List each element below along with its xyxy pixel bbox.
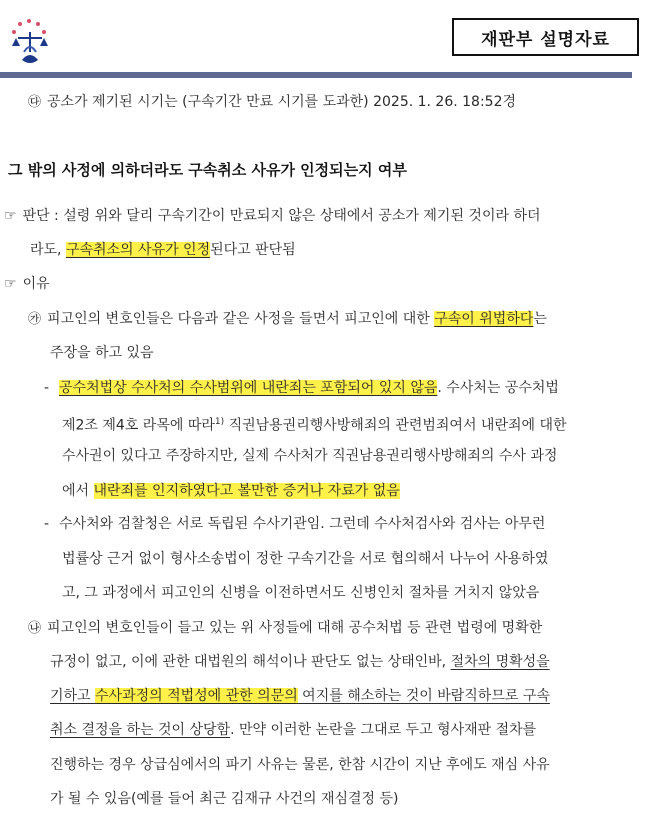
- text-span: . 수사처는 공수처법: [437, 380, 559, 396]
- text-span: 라도,: [30, 242, 66, 258]
- text-span: 수사처와 검찰청은 서로 독립된 수사기관임. 그런데 수사처검사와 검사는 아무런: [59, 516, 546, 532]
- text-span: 는: [533, 311, 547, 327]
- reason-label: [4, 274, 50, 294]
- text-span: . 만약 이러한 논란을 그대로 두고 형사재판 절차를: [230, 722, 537, 738]
- bullet2-line-2: 법률상 근거 없이 형사소송법이 정한 구속기간을 서로 협의해서 나누어 사용하였: [62, 551, 549, 567]
- item-na-line-6: 가 될 수 있음(예를 들어 최근 김재규 사건의 재심결정 등): [50, 791, 399, 807]
- item-na-line-2: [50, 652, 550, 672]
- text-span: 에서: [62, 483, 94, 499]
- reason-text: 이유: [22, 276, 50, 292]
- item-na-line-3: [50, 686, 550, 706]
- bullet-dash: -: [44, 516, 50, 532]
- bullet2-line-1: [44, 514, 545, 534]
- highlight-span: 구속취소의 사유가 인정: [65, 242, 211, 258]
- document-header: [0, 0, 658, 80]
- footnote-ref: 1): [214, 417, 225, 427]
- item-da: [28, 92, 516, 113]
- judgment-line-2: [30, 240, 296, 260]
- item-marker: ㉯: [28, 621, 42, 636]
- judgment-text: 판단 : 설령 위와 달리 구속기간이 만료되지 않은 상태에서 공소가 제기된 것이라 하더: [22, 208, 541, 224]
- underlined-span: 취소 결정을 하는 것이 상당함: [50, 722, 231, 738]
- text-span: 직권남용권리행사방해죄의 관련범죄여서 내란죄에 대한: [224, 417, 567, 434]
- judgment-line-1: [4, 206, 541, 226]
- section-heading: 그 밖의 사정에 의하더라도 구속취소 사유가 인정되는지 여부: [8, 161, 407, 179]
- underlined-span: 기하고: [50, 688, 96, 704]
- item-na-line-1: [28, 618, 542, 639]
- item-ga-line-1: [28, 309, 547, 330]
- bullet2-line-3: 고, 그 과정에서 피고인의 신병을 이전하면서도 신병인치 절차를 거치지 않았음: [62, 585, 540, 601]
- text-span: 규정이 없고, 이에 관한 대법원의 해석이나 판단도 없는 상태인바,: [50, 654, 451, 670]
- bullet1-line-3: 수사권이 있다고 주장하지만, 실제 수사처가 직권남용권리행사방해죄의 수사 과정: [62, 448, 558, 464]
- item-ga-line-2: 주장을 하고 있음: [50, 345, 154, 361]
- bullet1-line-1: [44, 378, 559, 398]
- item-marker: ㉮: [28, 312, 42, 327]
- text-span: 피고인의 변호인들은 다음과 같은 사정을 들면서 피고인에 대한: [47, 311, 435, 327]
- item-na-line-4: [50, 720, 536, 740]
- item-text: 공소가 제기된 시기는 (구속기간 만료 시기를 도과한) 2025. 1. 26. 18:52경: [47, 94, 517, 110]
- underlined-span: 절차의 명확성을: [450, 654, 550, 670]
- header-divider: [0, 72, 632, 78]
- document-label-box: 재판부 설명자료: [452, 18, 639, 56]
- highlight-span: 공수처법상 수사처의 수사범위에 내란죄는 포함되어 있지 않음: [59, 380, 438, 396]
- item-marker: ㉰: [28, 95, 42, 110]
- text-span: 된다고 판단됨: [210, 242, 296, 258]
- pointing-hand-icon: ☞: [4, 276, 17, 292]
- bullet1-line-4: [62, 481, 400, 501]
- highlight-span: 구속이 위법하다: [434, 311, 534, 327]
- text-span: 제2조 제4호 라목에 따라: [62, 417, 215, 434]
- court-emblem-icon: [4, 12, 56, 68]
- text-span: 피고인의 변호인들이 들고 있는 위 사정들에 대해 공수처법 등 관련 법령에 명확한: [47, 620, 543, 636]
- highlight-span: 내란죄를 인지하였다고 볼만한 증거나 자료가 없음: [93, 483, 400, 499]
- bullet1-line-2: [62, 412, 567, 436]
- highlight-span: 수사과정의 적법성에 관한 의문의: [95, 688, 298, 704]
- bullet-dash: -: [44, 380, 50, 396]
- item-na-line-5: 진행하는 경우 상급심에서의 파기 사유는 물론, 한참 시간이 지난 후에도 재심 사유: [50, 757, 550, 773]
- pointing-hand-icon: ☞: [4, 208, 17, 224]
- underlined-span: 여지를 해소하는 것이 바람직하므로 구속: [297, 688, 550, 704]
